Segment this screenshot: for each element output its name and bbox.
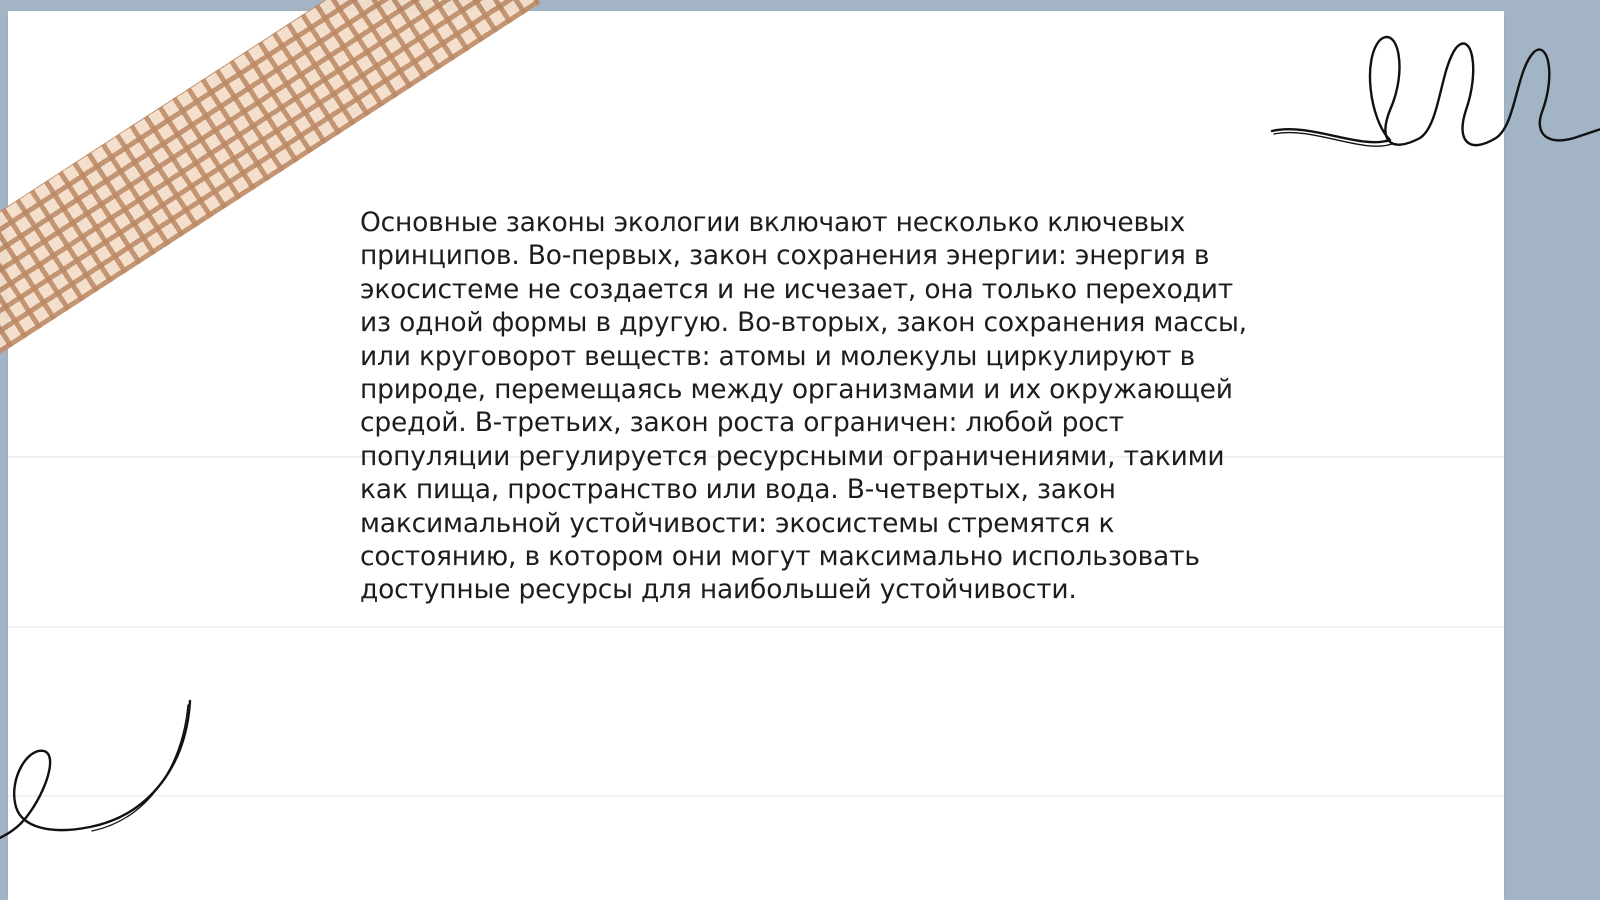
loop-squiggle-icon [0,695,200,855]
paper-fold-line [8,795,1504,797]
slide-body-text: Основные законы экологии включают несколько ключевых принципов. Во-первых, закон сохранения энергии: энергия в экосистеме не создается и не исчезает, она только переходит из одной формы в другую. Во-вторых, закон сохранения массы, или круговорот веществ: атомы и молекулы циркулируют в природе, перемещаясь между организмами и их окружающей средой. В-третьих, закон роста ограничен: любой рост популяции регулируется ресурсными ограничениями, такими как пища, пространство или вода. В-четвертых, закон максимальной устойчивости: экосистемы стремятся к состоянию, в котором они могут максимально использовать доступные ресурсы для наибольшей устойчивости. [360,207,1247,606]
paper-fold-line [8,626,1504,628]
loop-squiggle-icon [1290,30,1600,170]
